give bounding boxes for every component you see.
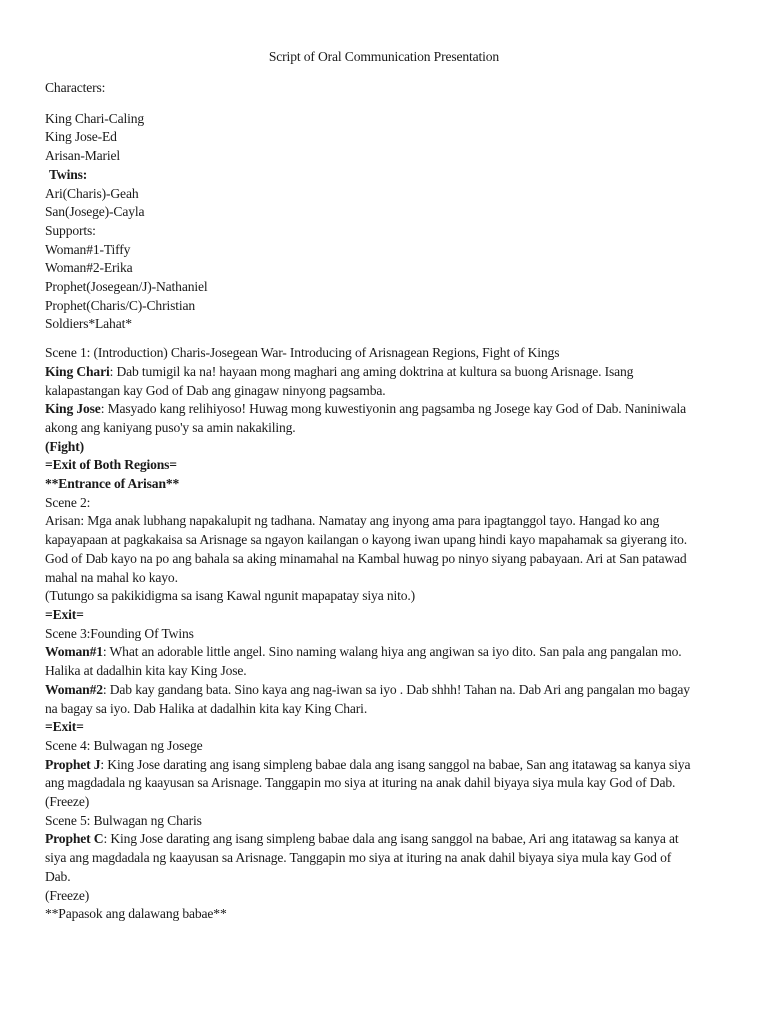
speaker-name: Prophet C bbox=[45, 831, 104, 847]
stage-direction: (Tutungo sa pakikidigma sa isang Kawal ngunit mapapatay siya nito.) bbox=[45, 588, 416, 604]
dialogue-line: ang magdadala ng kaayusan sa Arisnage. Tanggapin mo siya at ituring na anak dahil biyaya siya mula kay God of Dab. bbox=[45, 775, 676, 791]
dialogue-line: King Jose: Masyado kang relihiyoso! Huwag mong kuwestiyonin ang pagsamba ng Josege kay God of Dab. Naniniwala bbox=[45, 401, 686, 417]
cast-item: Soldiers*Lahat* bbox=[45, 316, 132, 332]
scene-heading: Scene 1: (Introduction) Charis-Josegean War- Introducing of Arisnagean Regions, Fight of Kings bbox=[45, 345, 560, 361]
speaker-name: Woman#2 bbox=[45, 681, 103, 697]
dialogue-line: akong ang kaniyang puso'y sa amin nakakiling. bbox=[45, 419, 296, 435]
stage-direction: (Freeze) bbox=[45, 887, 90, 903]
twins-heading: Twins: bbox=[49, 166, 88, 182]
dialogue-line: Woman#2: Dab kay gandang bata. Sino kaya ang nag-iwan sa iyo . Dab shhh! Tahan na. Dab Ari ang pangalan mo bagay bbox=[45, 681, 690, 697]
speaker-name: Prophet J bbox=[45, 756, 101, 772]
cast-item: King Chari-Caling bbox=[45, 110, 145, 126]
characters-heading: Characters: bbox=[45, 80, 106, 95]
dialogue-line: God of Dab kayo na po ang bahala sa aking minamahal na Kambal huwag po ninyo siyang pabayaan. Ari at San patawad bbox=[45, 550, 687, 566]
dialogue-line: na bagay sa iyo. Dab Halika at dadalhin kita kay King Chari. bbox=[45, 700, 368, 716]
cast-item: Prophet(Josegean/J)-Nathaniel bbox=[45, 279, 208, 295]
scene-2 bbox=[45, 494, 735, 625]
cast-item: Prophet(Charis/C)-Christian bbox=[45, 297, 195, 313]
scene-heading: Scene 2: bbox=[45, 494, 91, 510]
scene-4 bbox=[45, 737, 735, 812]
scene-1 bbox=[45, 344, 735, 494]
scene-heading: Scene 4: Bulwagan ng Josege bbox=[45, 737, 203, 753]
stage-direction: =Exit of Both Regions= bbox=[45, 457, 177, 473]
cast-item: Ari(Charis)-Geah bbox=[45, 185, 139, 201]
dialogue-line: Prophet J: King Jose darating ang isang simpleng babae dala ang isang sanggol na babae, San ang itatawag sa kanya siya bbox=[45, 756, 691, 772]
stage-direction: =Exit= bbox=[45, 606, 84, 622]
dialogue-line: Woman#1: What an adorable little angel. Sino naming walang hiya ang angiwan sa iyo dito. San pala ang pangalan mo. bbox=[45, 644, 682, 660]
scene-heading: Scene 3:Founding Of Twins bbox=[45, 625, 194, 641]
dialogue-line: Dab. bbox=[45, 868, 71, 884]
speaker-name: King Chari bbox=[45, 363, 110, 379]
cast-item: Arisan-Mariel bbox=[45, 148, 121, 164]
dialogue-line: King Chari: Dab tumigil ka na! hayaan mong maghari ang aming doktrina at kultura sa buong Arisnage. Isang bbox=[45, 363, 634, 379]
dialogue-line: kalapastangan kay God of Dab ang ginagaw ninyong pagsamba. bbox=[45, 382, 386, 398]
document-body bbox=[45, 79, 735, 924]
document-title: Script of Oral Communication Presentation bbox=[268, 49, 500, 64]
dialogue-line: kapayapaan at pagkakaisa sa Arisnage sa ngayon kailangan o kayong iwan upang hindi kayo mapahamak sa giyerang ito. bbox=[45, 532, 687, 548]
supports-heading: Supports: bbox=[45, 222, 96, 238]
scene-3 bbox=[45, 625, 735, 737]
cast-item: San(Josege)-Cayla bbox=[45, 204, 145, 220]
stage-direction: **Papasok ang dalawang babae** bbox=[45, 906, 227, 922]
stage-direction: (Freeze) bbox=[45, 794, 90, 810]
dialogue-line: siya ang magdadala ng kaayusan sa Arisnage. Tanggapin mo siya at ituring na anak dahil biyaya siya mula kay God of bbox=[45, 850, 672, 866]
cast-item: Woman#1-Tiffy bbox=[45, 241, 131, 257]
dialogue-line: Arisan: Mga anak lubhang napakalupit ng tadhana. Namatay ang inyong ama para ipagtanggol tayo. Hangad ko ang bbox=[45, 513, 660, 529]
dialogue-line: mahal na mahal ko kayo. bbox=[45, 569, 178, 585]
dialogue-line: Prophet C: King Jose darating ang isang simpleng babae dala ang isang sanggol na babae, Ari ang itatawag sa kanya at bbox=[45, 831, 679, 847]
cast-item: King Jose-Ed bbox=[45, 129, 117, 145]
scene-heading: Scene 5: Bulwagan ng Charis bbox=[45, 812, 202, 828]
speaker-name: King Jose bbox=[45, 401, 101, 417]
scene-5 bbox=[45, 812, 735, 924]
dialogue-line: Halika at dadalhin kita kay King Jose. bbox=[45, 663, 247, 679]
cast-list bbox=[45, 110, 735, 334]
stage-direction: (Fight) bbox=[45, 438, 84, 454]
stage-direction: =Exit= bbox=[45, 719, 84, 735]
speaker-name: Woman#1 bbox=[45, 644, 103, 660]
cast-item: Woman#2-Erika bbox=[45, 260, 133, 276]
stage-direction: **Entrance of Arisan** bbox=[45, 476, 180, 492]
